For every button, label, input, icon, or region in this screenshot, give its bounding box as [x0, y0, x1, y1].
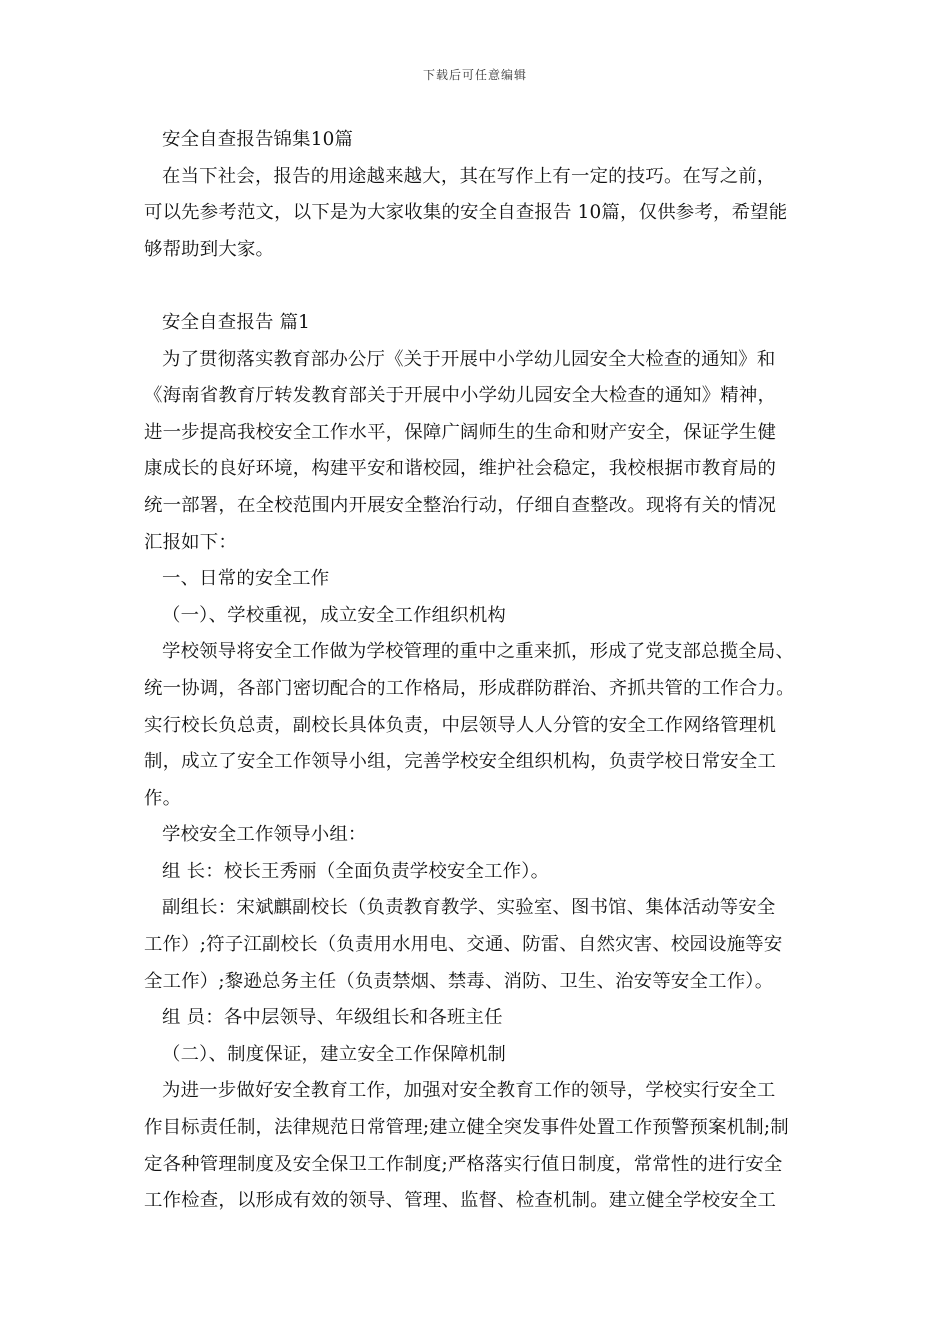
text-line: 全工作）;黎逊总务主任（负责禁烟、禁毒、消防、卫生、治安等安全工作）。 [144, 970, 774, 992]
text-line: 作。 [144, 787, 182, 809]
text-line: 康成长的良好环境，构建平安和谐校园，维护社会稳定，我校根据市教育局的 [144, 458, 777, 480]
text-line: 副组长：宋斌麒副校长（负责教育教学、实验室、图书馆、集体活动等安全 [162, 897, 776, 919]
text-line: 为进一步做好安全教育工作，加强对安全教育工作的领导，学校实行安全工 [162, 1080, 776, 1102]
text-line: 学校安全工作领导小组： [162, 824, 367, 846]
text-line: 汇报如下： [144, 531, 237, 553]
text-line: 安全自查报告 篇1 [162, 311, 311, 333]
text-line: 统一部署，在全校范围内开展安全整治行动，仔细自查整改。现将有关的情况 [144, 494, 777, 516]
text-line: 《海南省教育厅转发教育部关于开展中小学幼儿园安全大检查的通知》精神， [144, 385, 777, 407]
text-line: 定各种管理制度及安全保卫工作制度;严格落实行值日制度，常常性的进行安全 [144, 1153, 783, 1175]
text-line: 进一步提高我校安全工作水平，保障广阔师生的生命和财产安全，保证学生健 [144, 421, 777, 443]
blank-line [144, 268, 809, 305]
text-line: 够帮助到大家。 [144, 238, 275, 260]
text-line: 安全自查报告锦集10篇 [162, 129, 354, 150]
text-line: 统一协调，各部门密切配合的工作格局，形成群防群治、齐抓共管的工作合力。 [144, 677, 795, 699]
text-line: 制，成立了安全工作领导小组，完善学校安全组织机构，负责学校日常安全工 [144, 751, 777, 773]
text-line: 作目标责任制，法律规范日常管理;建立健全突发事件处置工作预警预案机制;制 [144, 1117, 789, 1139]
text-line: 学校领导将安全工作做为学校管理的重中之重来抓，形成了党支部总揽全局、 [162, 641, 795, 663]
text-line: 工作检查，以形成有效的领导、管理、监督、检查机制。建立健全学校安全工 [144, 1190, 777, 1212]
header-note: 下载后可任意编辑 [422, 68, 527, 82]
text-line: 组 长：校长王秀丽（全面负责学校安全工作）。 [162, 860, 550, 882]
text-line: 工作）;符子江副校长（负责用水用电、交通、防雷、自然灾害、校园设施等安 [144, 934, 783, 956]
text-line: （一）、学校重视，成立安全工作组织机构 [162, 604, 507, 626]
text-line: 实行校长负总责，副校长具体负责，中层领导人人分管的安全工作网络管理机 [144, 714, 777, 736]
document-body [144, 122, 809, 1220]
text-line: 可以先参考范文，以下是为大家收集的安全自查报告 10篇，仅供参考，希望能 [144, 202, 788, 224]
text-line: （二）、制度保证，建立安全工作保障机制 [162, 1043, 507, 1065]
text-line: 一、日常的安全工作 [162, 568, 330, 590]
text-line: 组 员：各中层领导、年级组长和各班主任 [162, 1007, 503, 1029]
text-line: 为了贯彻落实教育部办公厅《关于开展中小学幼儿园安全大检查的通知》和 [162, 348, 776, 370]
text-line: 在当下社会，报告的用途越来越大，其在写作上有一定的技巧。在写之前， [162, 165, 776, 187]
